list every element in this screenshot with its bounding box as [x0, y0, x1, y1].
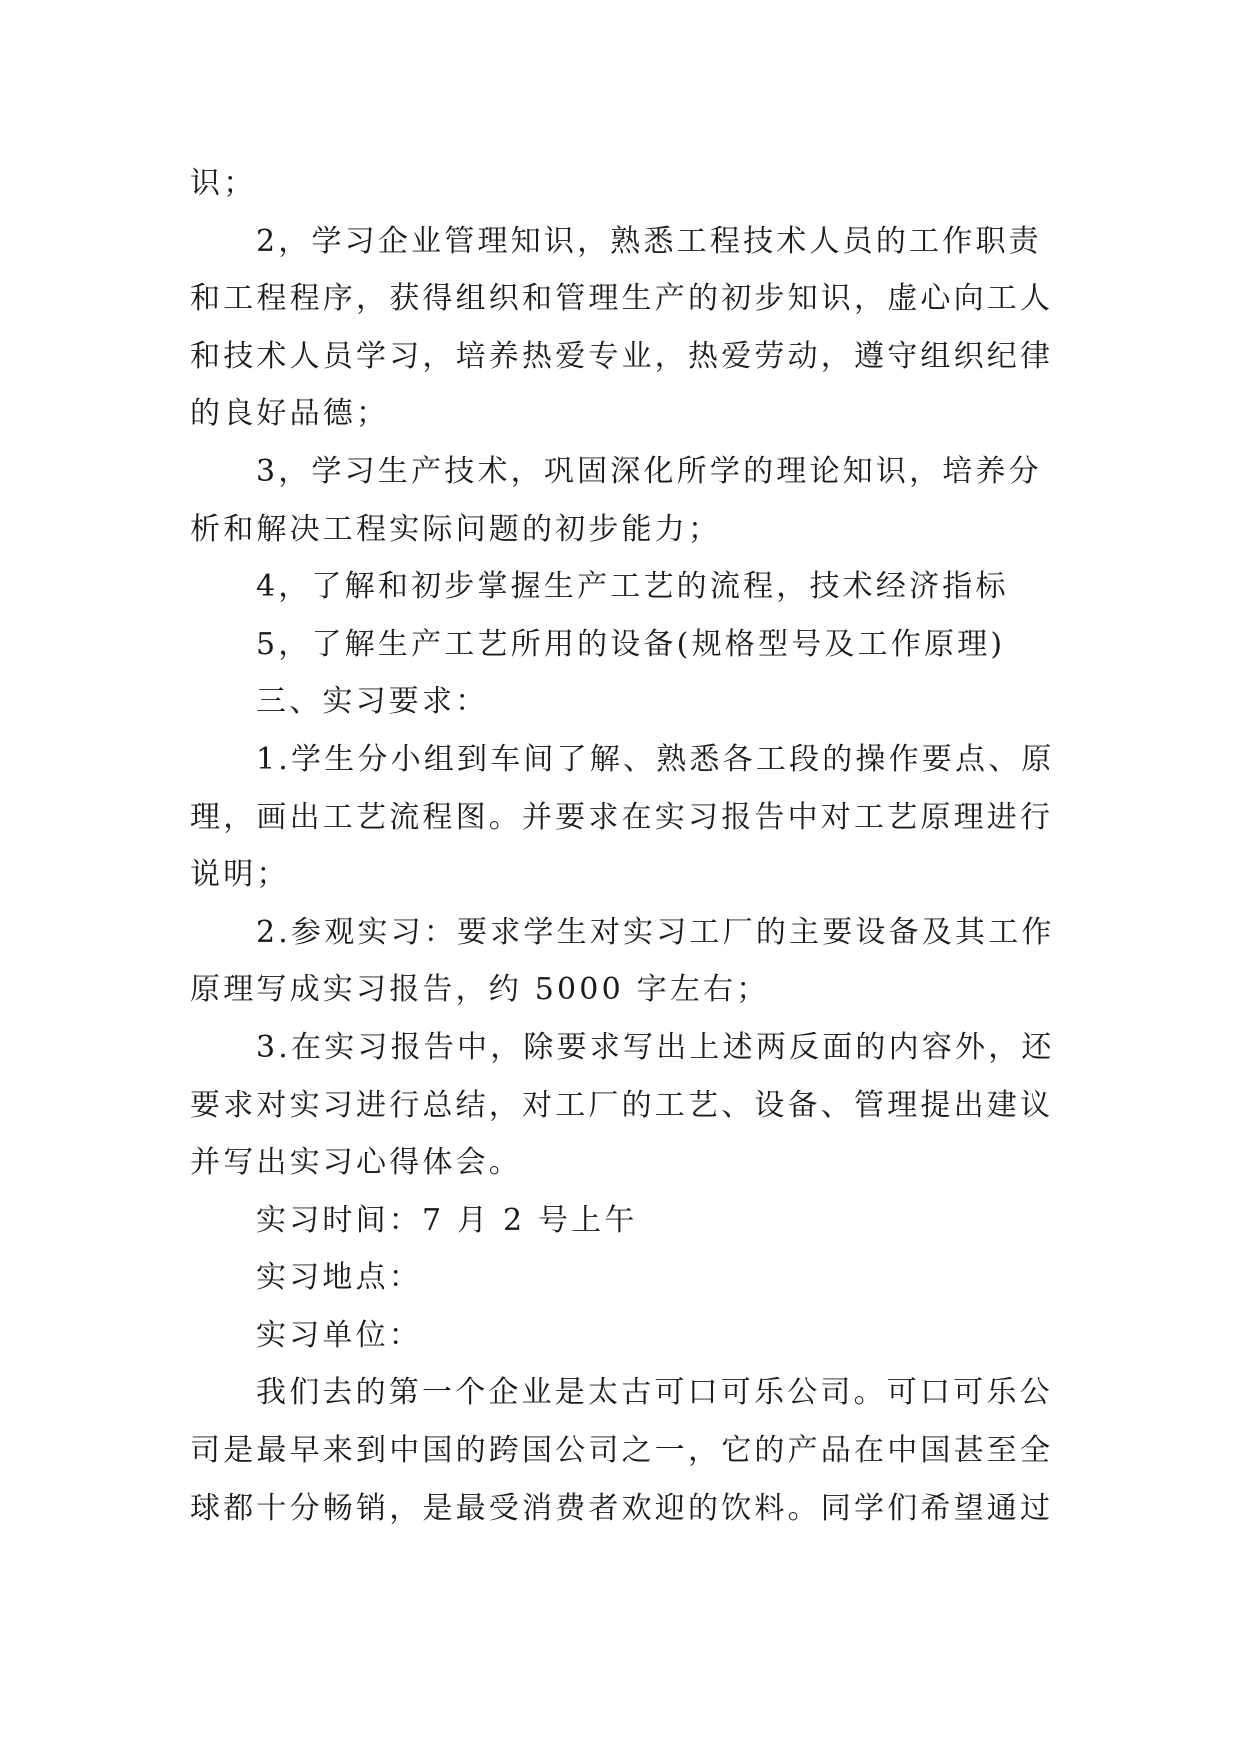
text-line: 球都十分畅销，是最受消费者欢迎的饮料。同学们希望通过: [190, 1490, 1054, 1526]
text-line: 司是最早来到中国的跨国公司之一，它的产品在中国甚至全: [190, 1433, 1054, 1469]
text-line: 和技术人员学习，培养热爱专业，热爱劳动，遵守组织纪律: [190, 338, 1054, 374]
text-line: 要求对实习进行总结，对工厂的工艺、设备、管理提出建议: [190, 1087, 1054, 1123]
text-line: 2，学习企业管理知识，熟悉工程技术人员的工作职责: [256, 223, 1042, 259]
internship-unit: 实习单位：: [256, 1317, 422, 1353]
text-line: 和工程程序，获得组织和管理生产的初步知识，虚心向工人: [190, 281, 1054, 317]
internship-location: 实习地点：: [256, 1260, 422, 1296]
text-line: 析和解决工程实际问题的初步能力；: [190, 511, 722, 547]
text-line: 理，画出工艺流程图。并要求在实习报告中对工艺原理进行: [190, 799, 1054, 835]
internship-time: 实习时间：7 月 2 号上午: [256, 1202, 638, 1238]
text-line: 我们去的第一个企业是太古可口可乐公司。可口可乐公: [256, 1375, 1053, 1411]
text-line: 并写出实习心得体会。: [190, 1145, 522, 1181]
text-line: 的良好品德；: [190, 396, 390, 432]
text-line: 3，学习生产技术，巩固深化所学的理论知识，培养分: [256, 453, 1042, 489]
text-line: 识；: [190, 166, 257, 201]
text-line: 1.学生分小组到车间了解、熟悉各工段的操作要点、原: [256, 741, 1055, 777]
text-line: 3.在实习报告中，除要求写出上述两反面的内容外，还: [256, 1029, 1055, 1065]
text-line: 原理写成实习报告，约 5000 字左右；: [190, 972, 770, 1008]
text-line: 4，了解和初步掌握生产工艺的流程，技术经济指标: [256, 569, 1009, 605]
text-line: 说明；: [190, 857, 290, 893]
section-heading: 三、实习要求：: [256, 684, 489, 720]
text-line: 5，了解生产工艺所用的设备(规格型号及工作原理): [256, 626, 1006, 662]
text-line: 2.参观实习：要求学生对实习工厂的主要设备及其工作: [256, 914, 1055, 950]
document-body: [190, 155, 1060, 1537]
